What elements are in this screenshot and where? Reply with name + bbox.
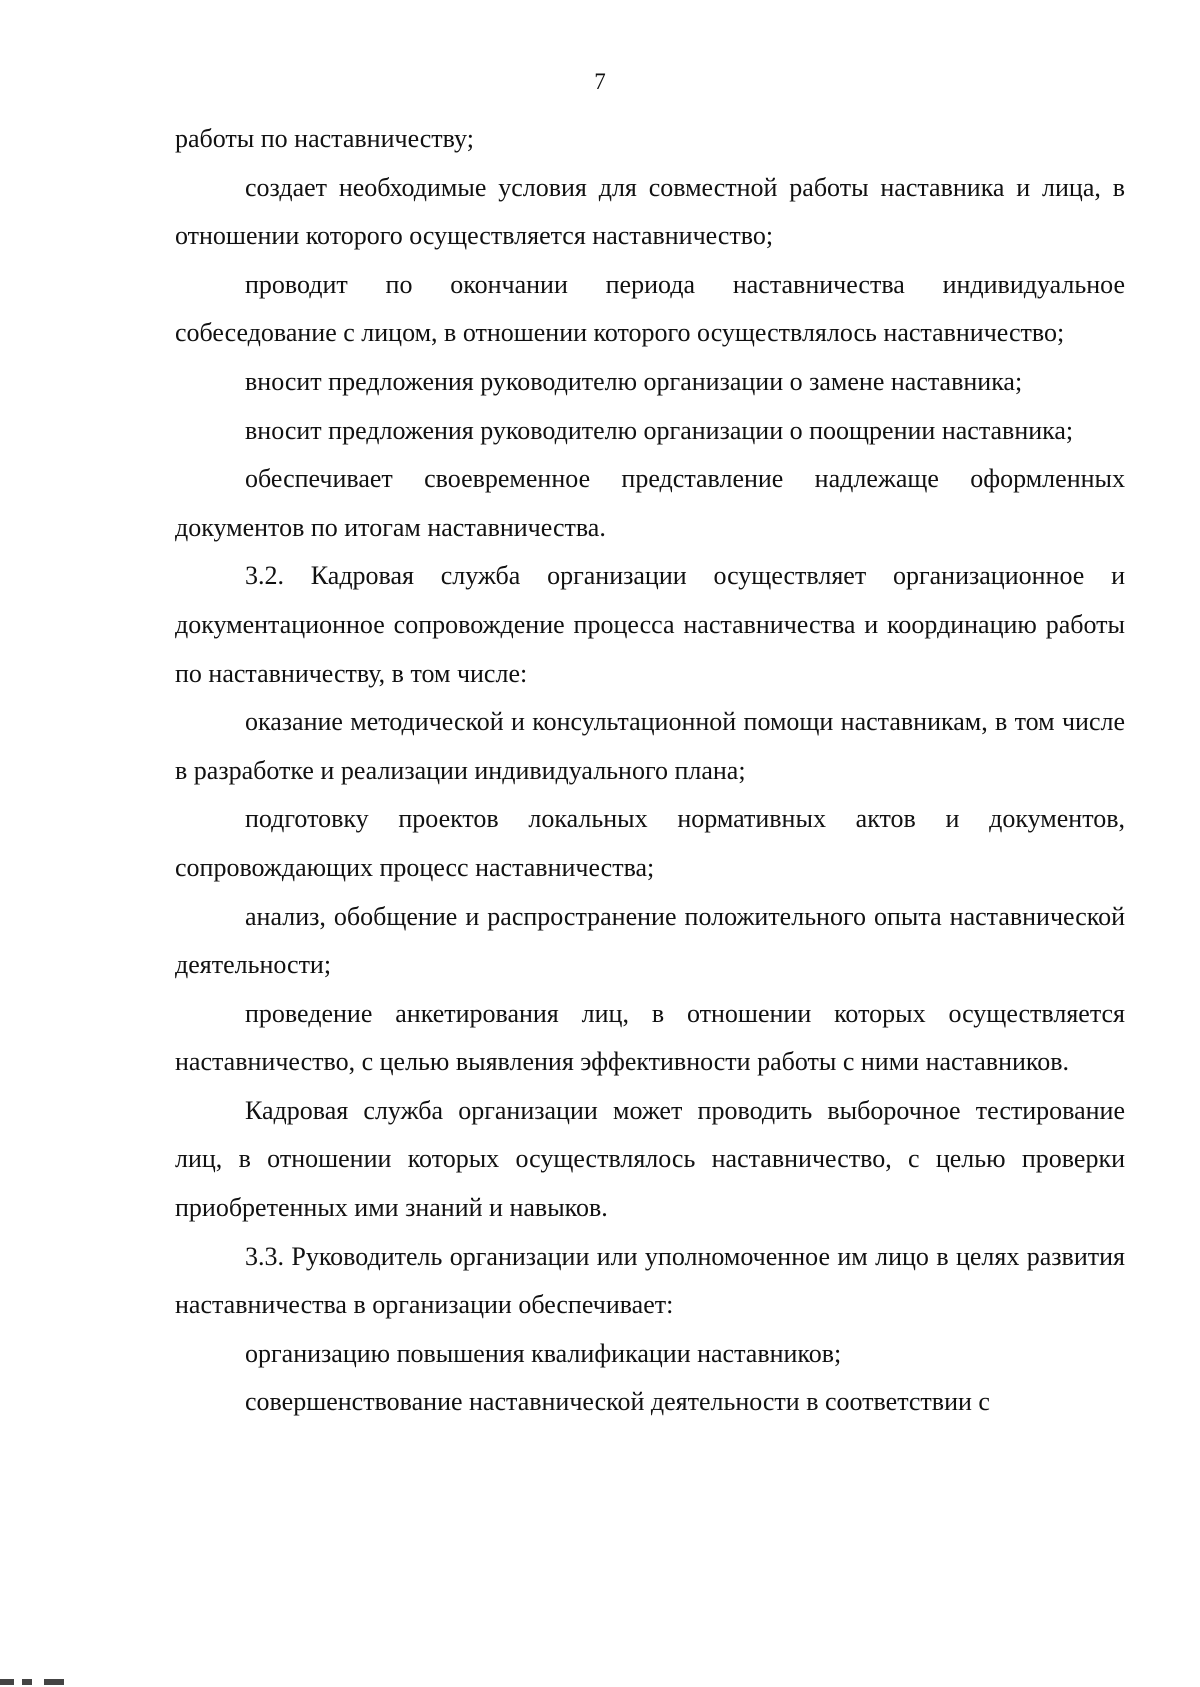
paragraph: проводит по окончании периода наставничества индивидуальное собеседование с лицом, в отношении которого осуществлялось наставничество; (175, 269, 1125, 348)
document-body (175, 115, 1125, 1427)
paragraph: Кадровая служба организации может проводить выборочное тестирование лиц, в отношении которых осуществлялось наставничество, с целью проверки приобретенных ими знаний и навыков. (175, 1095, 1125, 1223)
paragraph: оказание методической и консультационной помощи наставникам, в том числе в разработке и реализации индивидуального плана; (175, 707, 1125, 785)
paragraph: вносит предложения руководителю организации о поощрении наставника; (245, 415, 1074, 445)
paragraph: анализ, обобщение и распространение положительного опыта наставнической деятельности; (175, 901, 1125, 980)
paragraph: совершенствование наставнической деятельности в соответствии с (245, 1387, 990, 1417)
scan-edge-artifact (0, 1673, 90, 1687)
paragraph: подготовку проектов локальных нормативных актов и документов, сопровождающих процесс наставничества; (175, 804, 1125, 882)
section-paragraph: 3.2. Кадровая служба организации осуществляет организационное и документационное сопровождение процесса наставничества и координацию работы по наставничеству, в том числе: (175, 561, 1125, 688)
paragraph: обеспечивает своевременное представление надлежаще оформленных документов по итогам наставничества. (175, 464, 1125, 542)
page-number: 7 (594, 69, 606, 94)
paragraph: организацию повышения квалификации наставников; (245, 1338, 842, 1368)
paragraph: создает необходимые условия для совместной работы наставника и лица, в отношении которого осуществляется наставничество; (175, 172, 1125, 251)
paragraph: работы по наставничеству; (175, 124, 474, 153)
paragraph: проведение анкетирования лиц, в отношении которых осуществляется наставничество, с целью выявления эффективности работы с ними наставников. (175, 998, 1125, 1077)
paragraph: вносит предложения руководителю организации о замене наставника; (245, 366, 1023, 396)
section-paragraph: 3.3. Руководитель организации или уполномоченное им лицо в целях развития наставничества в организации обеспечивает: (175, 1241, 1125, 1320)
